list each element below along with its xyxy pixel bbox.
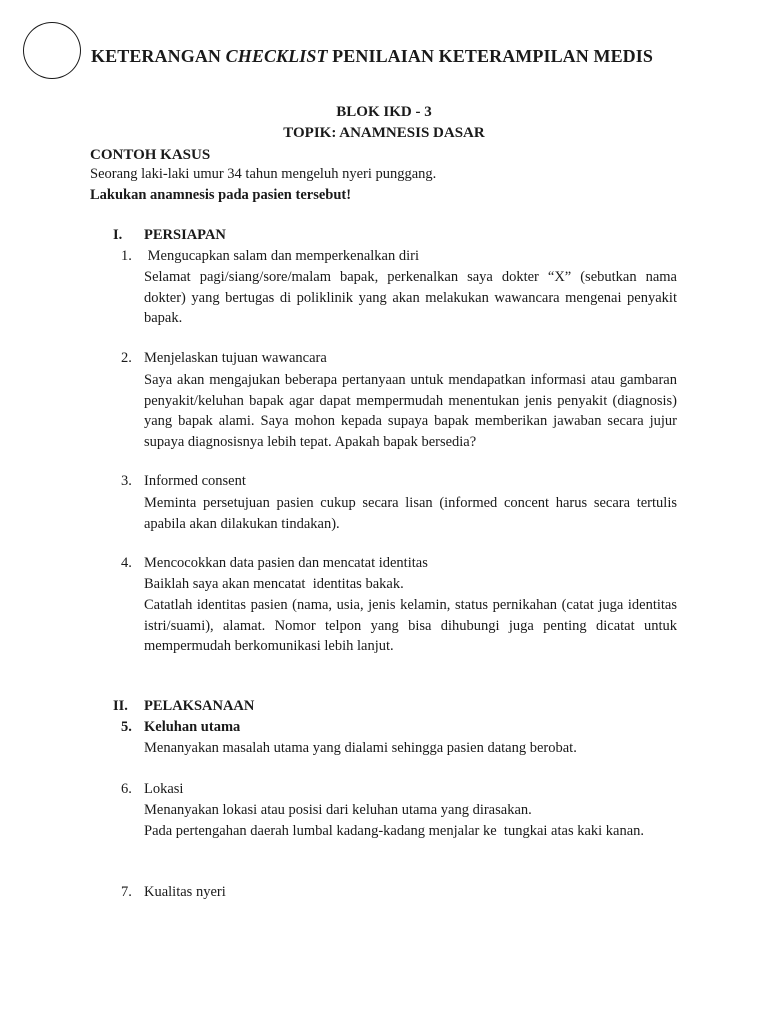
item-paragraph: Saya akan mengajukan beberapa pertanyaan untuk mendapatkan informasi atau gambaran penyakit/keluhan bapak agar dapat mempermudah menentukan jenis penyakit (diagnosis) yang bapak alami. Saya mohon kepada supaya bapak memberikan jawaban secara jujur supaya diagnosisnya lebih tepat. Apakah bapak bersedia? xyxy=(144,372,685,451)
blok-heading: BLOK IKD - 3 xyxy=(336,104,432,120)
logo-circle xyxy=(23,22,81,79)
item-title: Menjelaskan tujuan wawancara xyxy=(144,350,327,366)
document-title xyxy=(91,46,653,67)
item-paragraph: Pada pertengahan daerah lumbal kadang-kadang menjalar ke tungkai atas kaki kanan. xyxy=(144,823,645,839)
item-title: Mencocokkan data pasien dan mencatat identitas xyxy=(144,555,428,571)
item-number: 5. xyxy=(121,719,132,735)
title-text: KETERANGAN xyxy=(91,46,226,66)
item-number: 4. xyxy=(121,555,132,571)
case-heading: CONTOH KASUS xyxy=(90,147,211,163)
item-number: 2. xyxy=(121,350,132,366)
topik-heading: TOPIK: ANAMNESIS DASAR xyxy=(283,125,485,141)
section-title: PELAKSANAAN xyxy=(144,698,255,714)
item-title: Keluhan utama xyxy=(144,719,241,735)
section-numeral: I. xyxy=(113,227,123,243)
item-title: Kualitas nyeri xyxy=(144,884,226,900)
title-emphasis: CHECKLIST xyxy=(225,46,328,66)
item-number: 1. xyxy=(121,248,132,264)
case-description: Seorang laki-laki umur 34 tahun mengeluh nyeri punggang. xyxy=(90,166,437,182)
item-paragraph: Catatlah identitas pasien (nama, usia, jenis kelamin, status pernikahan (catat juga identitas istri/suami), alamat. Nomor telpon yang bisa dihubungi juga penting dicatat untuk mempermudah berkomunikasi lebih lanjut. xyxy=(144,597,677,655)
section-title: PERSIAPAN xyxy=(144,227,226,243)
item-title: Mengucapkan salam dan memperkenalkan diri xyxy=(144,248,419,264)
item-paragraph: Menanyakan lokasi atau posisi dari keluhan utama yang dirasakan. xyxy=(144,802,532,818)
item-title: Informed consent xyxy=(144,473,246,489)
item-title: Lokasi xyxy=(144,781,184,797)
item-number: 6. xyxy=(121,781,132,797)
item-paragraph: Selamat pagi/siang/sore/malam bapak, perkenalkan saya dokter “X” (sebutkan nama dokter) yang bertugas di poliklinik yang akan melakukan wawancara mengenai penyakit bapak. xyxy=(144,269,677,327)
item-paragraph: Baiklah saya akan mencatat identitas bakak. xyxy=(144,576,404,592)
title-text-rest: PENILAIAN KETERAMPILAN MEDIS xyxy=(327,46,653,66)
item-paragraph: Meminta persetujuan pasien cukup secara lisan (informed concent harus secara tertulis apabila akan dilakukan tindakan). xyxy=(144,495,677,532)
item-number: 7. xyxy=(121,884,132,900)
item-number: 3. xyxy=(121,473,132,489)
case-instruction: Lakukan anamnesis pada pasien tersebut! xyxy=(90,187,352,203)
item-paragraph: Menanyakan masalah utama yang dialami sehingga pasien datang berobat. xyxy=(144,740,577,756)
section-numeral: II. xyxy=(113,698,128,714)
